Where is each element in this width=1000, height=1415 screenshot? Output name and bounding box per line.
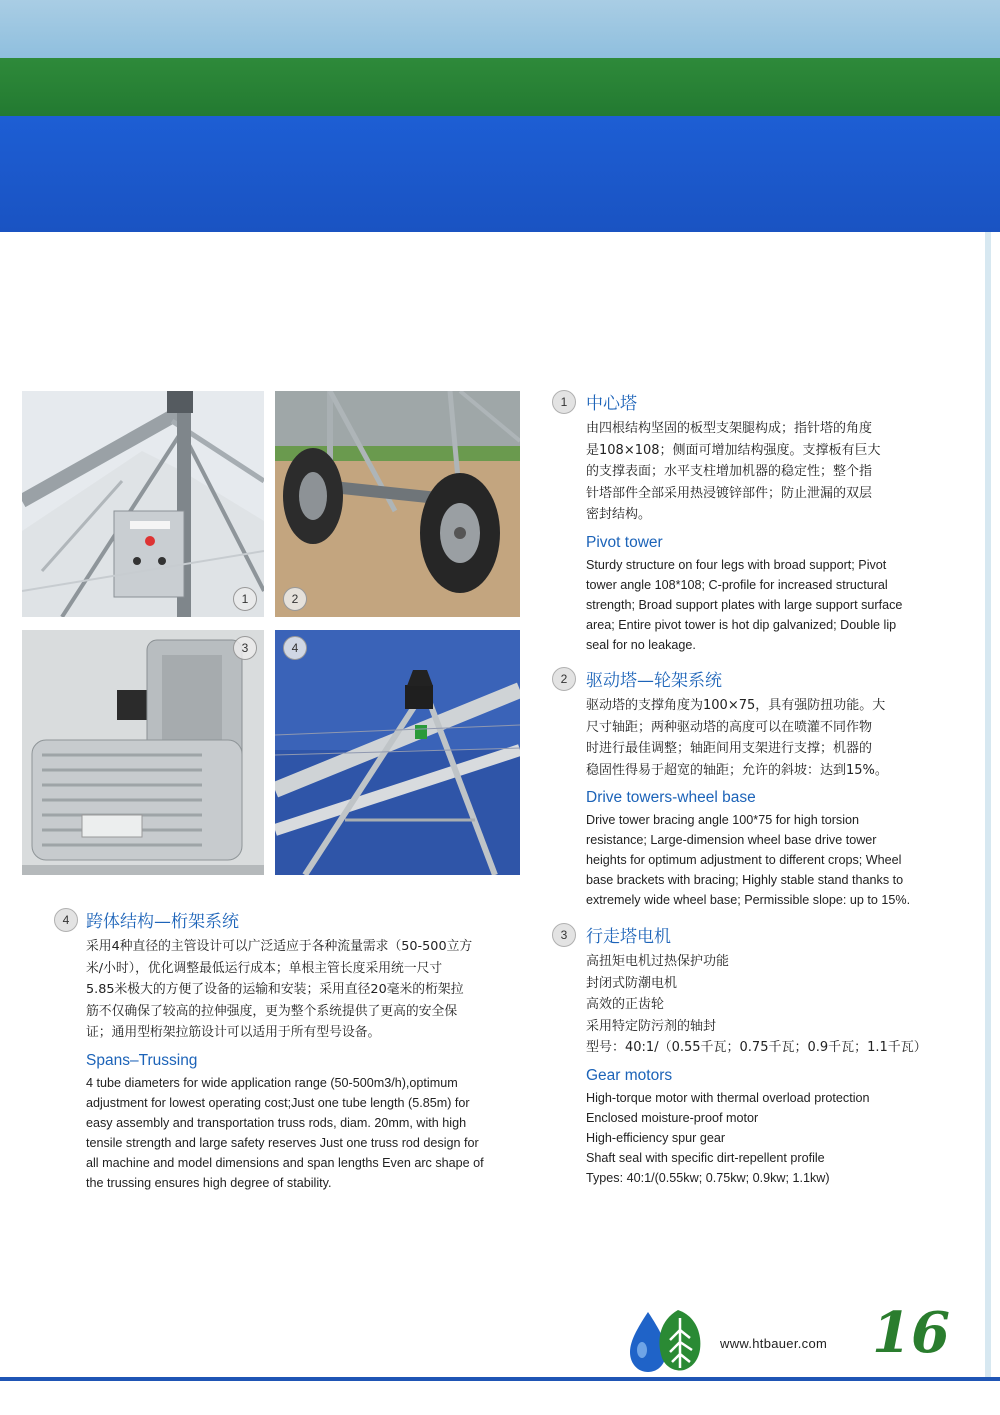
spans-cn-line: 采用4种直径的主管设计可以广泛适应于各种流量需求（50-500立方 <box>86 939 473 954</box>
drive-en-line: base brackets with bracing; Highly stable stand thanks to <box>586 873 904 887</box>
spans-cn-line: 5.85米极大的方便了设备的运输和安装；采用直径20毫米的桁架拉 <box>86 982 464 997</box>
photo-number-3: 3 <box>233 636 257 660</box>
gear-en-line: High-efficiency spur gear <box>586 1130 726 1145</box>
drive-en-line: Drive tower bracing angle 100*75 for high torsion <box>586 813 860 827</box>
page-number: 16 <box>872 1300 950 1366</box>
section-number-1: 1 <box>552 390 576 414</box>
photo-number-4: 4 <box>283 636 307 660</box>
pivot-cn-body <box>586 418 926 526</box>
section-number-4: 4 <box>54 908 78 932</box>
spans-cn-line: 证；通用型桁架拉筋设计可以适用于所有型号设备。 <box>86 1025 381 1040</box>
pivot-cn-line: 针塔部件全部采用热浸镀锌部件；防止泄漏的双层 <box>586 485 873 501</box>
drive-cn-line: 时进行最佳调整；轴距间用支架进行支撑；机器的 <box>586 741 873 756</box>
section-spans-trussing <box>86 907 524 1193</box>
pivot-en-line: strength; Broad support plates with large support surface <box>586 597 903 612</box>
section-pivot-tower <box>586 389 926 655</box>
pivot-en-line: area; Entire pivot tower is hot dip galvanized; Double lip <box>586 617 897 632</box>
spans-en-line: all machine and model dimensions and span lengths Even arc shape of <box>86 1155 484 1170</box>
gear-cn-body <box>586 951 956 1059</box>
drive-en-line: heights for optimum adjustment to different crops; Wheel <box>586 853 902 867</box>
drive-en-title: Drive towers-wheel base <box>586 789 756 806</box>
section-gear-motors <box>586 922 956 1188</box>
drive-en-line: extremely wide wheel base; Permissible slope: up to 15%. <box>586 893 911 907</box>
spans-en-line: tensile strength and large safety reserves Just one truss rod design for <box>86 1135 479 1150</box>
pivot-cn-line: 是108×108；侧面可增加结构强度。支撑板有巨大 <box>586 442 881 458</box>
pivot-en-title: Pivot tower <box>586 533 663 551</box>
header-sky-band <box>0 0 1000 58</box>
pivot-en-line: Sturdy structure on four legs with broad support; Pivot <box>586 557 887 572</box>
drive-cn-line: 尺寸轴距；两种驱动塔的高度可以在喷灌不同作物 <box>586 719 873 735</box>
gear-en-line: Shaft seal with specific dirt-repellent profile <box>586 1150 825 1165</box>
photo-spans-trussing <box>275 630 520 875</box>
spans-cn-line: 筋不仅确保了较高的拉伸强度，更为整个系统提供了更高的安全保 <box>86 1003 458 1019</box>
bauer-logo-icon <box>626 1306 706 1380</box>
drive-cn-body <box>586 695 926 781</box>
gear-cn-line: 高扭矩电机过热保护功能 <box>586 954 730 969</box>
spans-en-line: 4 tube diameters for wide application range (50-500m3/h),optimum <box>86 1075 458 1090</box>
gear-en-line: Enclosed moisture-proof motor <box>586 1110 759 1125</box>
photo-gear-motor <box>22 630 264 875</box>
photo-number-1: 1 <box>233 587 257 611</box>
section-number-3: 3 <box>552 923 576 947</box>
spans-en-line: the trussing ensures high degree of stability. <box>86 1175 332 1190</box>
gear-cn-title: 行走塔电机 <box>586 927 671 947</box>
pivot-cn-line: 由四根结构坚固的板型支架腿构成；指针塔的角度 <box>586 421 873 436</box>
pivot-en-line: tower angle 108*108; C-profile for increased structural <box>586 577 888 592</box>
spans-en-body <box>86 1073 524 1193</box>
gear-cn-line: 高效的正齿轮 <box>586 997 665 1012</box>
spans-en-line: adjustment for lowest operating cost;Just one tube length (5.85m) for <box>86 1095 470 1110</box>
pivot-cn-title: 中心塔 <box>586 394 637 414</box>
pivot-en-body <box>586 555 926 655</box>
gear-en-line: High-torque motor with thermal overload protection <box>586 1090 870 1105</box>
gear-en-line: Types: 40:1/(0.55kw; 0.75kw; 0.9kw; 1.1kw) <box>586 1170 830 1185</box>
spans-cn-title: 跨体结构—桁架系统 <box>86 912 239 932</box>
photo-number-2: 2 <box>283 587 307 611</box>
gear-cn-line: 封闭式防潮电机 <box>586 975 678 991</box>
drive-cn-line: 稳固性得易于超宽的轴距；允许的斜坡：达到15%。 <box>586 762 888 778</box>
drive-en-line: resistance; Large-dimension wheel base drive tower <box>586 833 877 847</box>
gear-cn-line: 型号：40:1/（0.55千瓦；0.75千瓦；0.9千瓦；1.1千瓦） <box>586 1040 927 1055</box>
gear-en-body <box>586 1088 956 1188</box>
drive-cn-title: 驱动塔—轮架系统 <box>586 671 722 691</box>
spans-cn-body <box>86 936 524 1044</box>
pivot-cn-line: 的支撑表面；水平支柱增加机器的稳定性；整个指 <box>586 464 873 479</box>
side-rule <box>985 232 991 1377</box>
photo-pivot-tower <box>22 391 264 617</box>
drive-en-body <box>586 810 926 910</box>
gear-cn-line: 采用特定防污剂的轴封 <box>586 1018 717 1034</box>
spans-en-line: easy assembly and transportation truss rods, diam. 20mm, with high <box>86 1115 467 1130</box>
photo-drive-tower-wheels <box>275 391 520 617</box>
header-blue-band <box>0 116 1000 232</box>
spans-en-title: Spans–Trussing <box>86 1051 198 1069</box>
pivot-cn-line: 密封结构。 <box>586 507 652 522</box>
header-green-band <box>0 58 1000 116</box>
pivot-en-line: seal for no leakage. <box>586 637 696 652</box>
gear-en-title: Gear motors <box>586 1066 673 1084</box>
spans-cn-line: 米/小时），优化调整最低运行成本；单根主管长度采用统一尺寸 <box>86 960 443 976</box>
footer-url: www.htbauer.com <box>720 1336 828 1351</box>
section-drive-towers <box>586 666 926 910</box>
footer-rule <box>0 1377 1000 1381</box>
section-number-2: 2 <box>552 667 576 691</box>
drive-cn-line: 驱动塔的支撑角度为100×75，具有强防扭功能。大 <box>586 698 886 713</box>
